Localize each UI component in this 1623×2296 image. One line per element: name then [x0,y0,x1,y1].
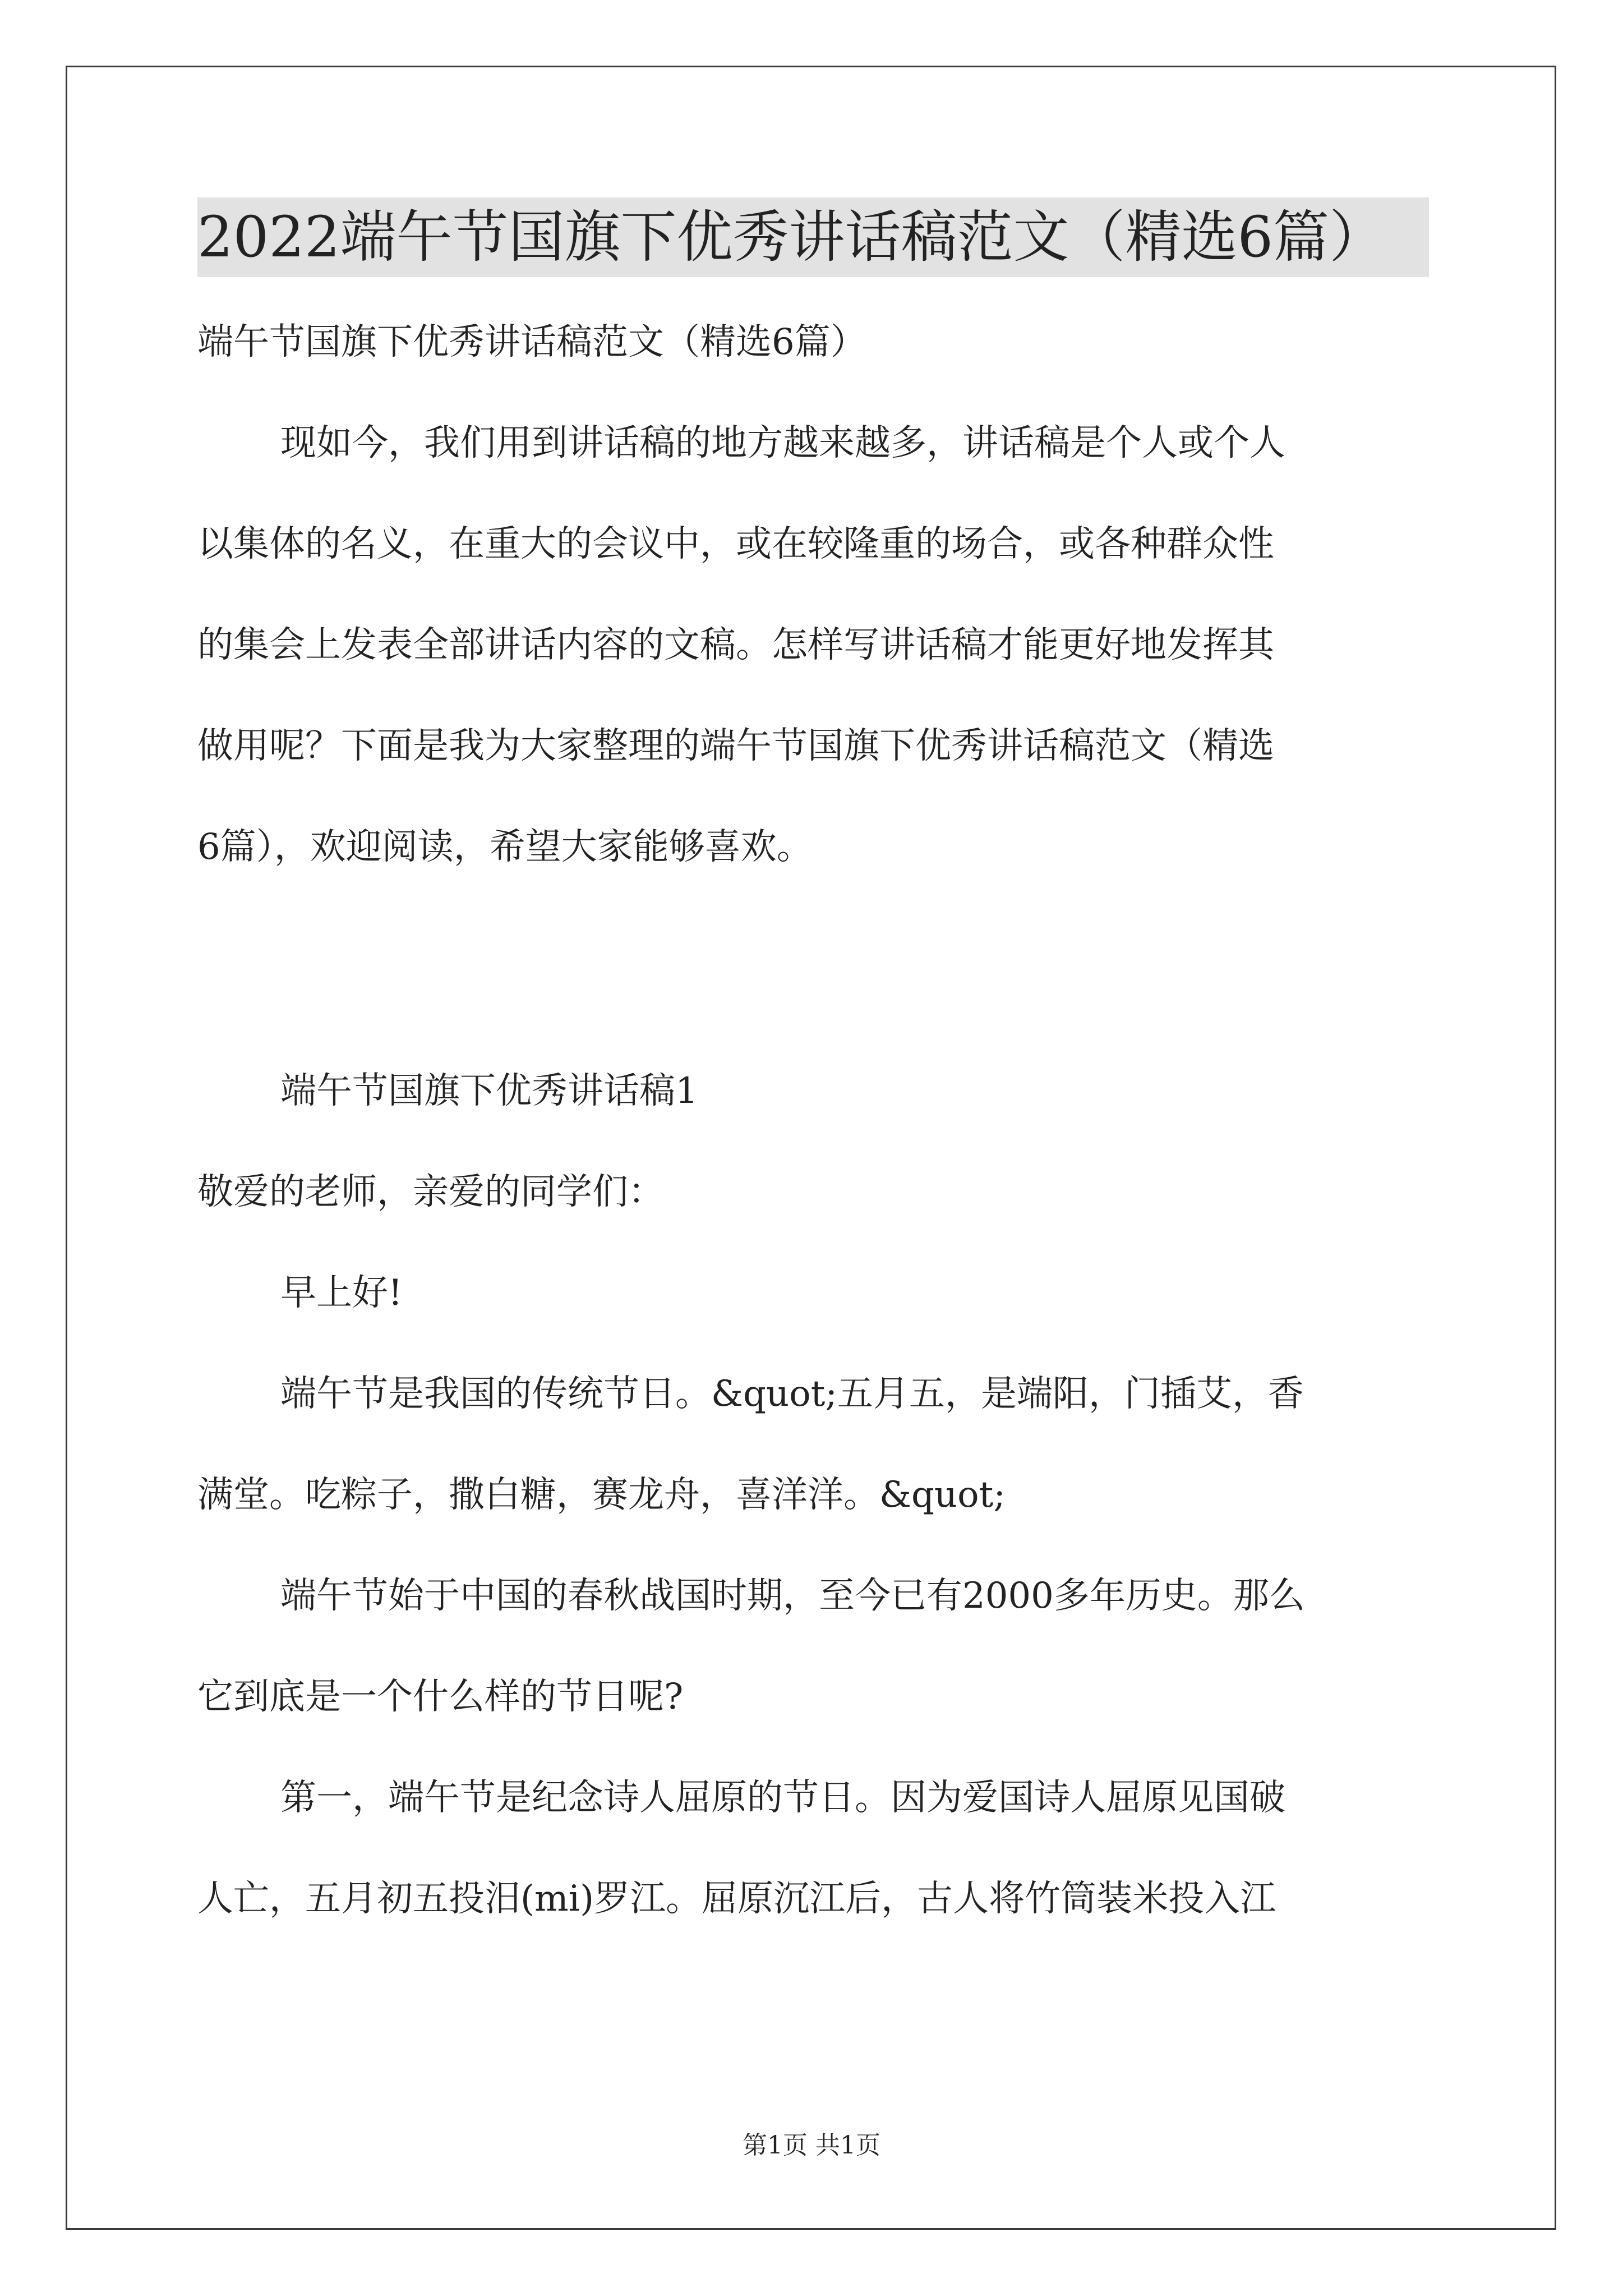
salutation: 敬爱的老师，亲爱的同学们： [197,1171,664,1213]
document-title: 2022端午节国旗下优秀讲话稿范文（精选6篇） [197,197,1429,277]
greeting: 早上好! [280,1272,403,1314]
document-subtitle: 端午节国旗下优秀讲话稿范文（精选6篇） [197,321,866,363]
section-heading: 端午节国旗下优秀讲话稿1 [280,1070,698,1112]
page-number-footer: 第1页 共1页 [743,2131,880,2160]
body-line: 第一，端午节是纪念诗人屈原的节日。因为爱国诗人屈原见国破 [280,1777,1285,1819]
intro-line: 现如今，我们用到讲话稿的地方越来越多，讲话稿是个人或个人 [280,422,1285,464]
body-line: 端午节是我国的传统节日。&quot;五月五，是端阳，门插艾，香 [280,1373,1304,1415]
intro-line: 的集会上发表全部讲话内容的文稿。怎样写讲话稿才能更好地发挥其 [197,624,1274,666]
body-line: 人亡，五月初五投汨(mi)罗江。屈原沉江后，古人将竹筒装米投入江 [197,1878,1276,1920]
intro-line: 以集体的名义，在重大的会议中，或在较隆重的场合，或各种群众性 [197,523,1274,565]
body-line: 它到底是一个什么样的节日呢? [197,1676,684,1718]
intro-line: 6篇），欢迎阅读，希望大家能够喜欢。 [197,826,813,868]
intro-line: 做用呢？下面是我为大家整理的端午节国旗下优秀讲话稿范文（精选 [197,725,1274,767]
body-line: 满堂。吃粽子，撒白糖，赛龙舟，喜洋洋。&quot; [197,1474,1006,1516]
body-line: 端午节始于中国的春秋战国时期，至今已有2000多年历史。那么 [280,1575,1305,1617]
